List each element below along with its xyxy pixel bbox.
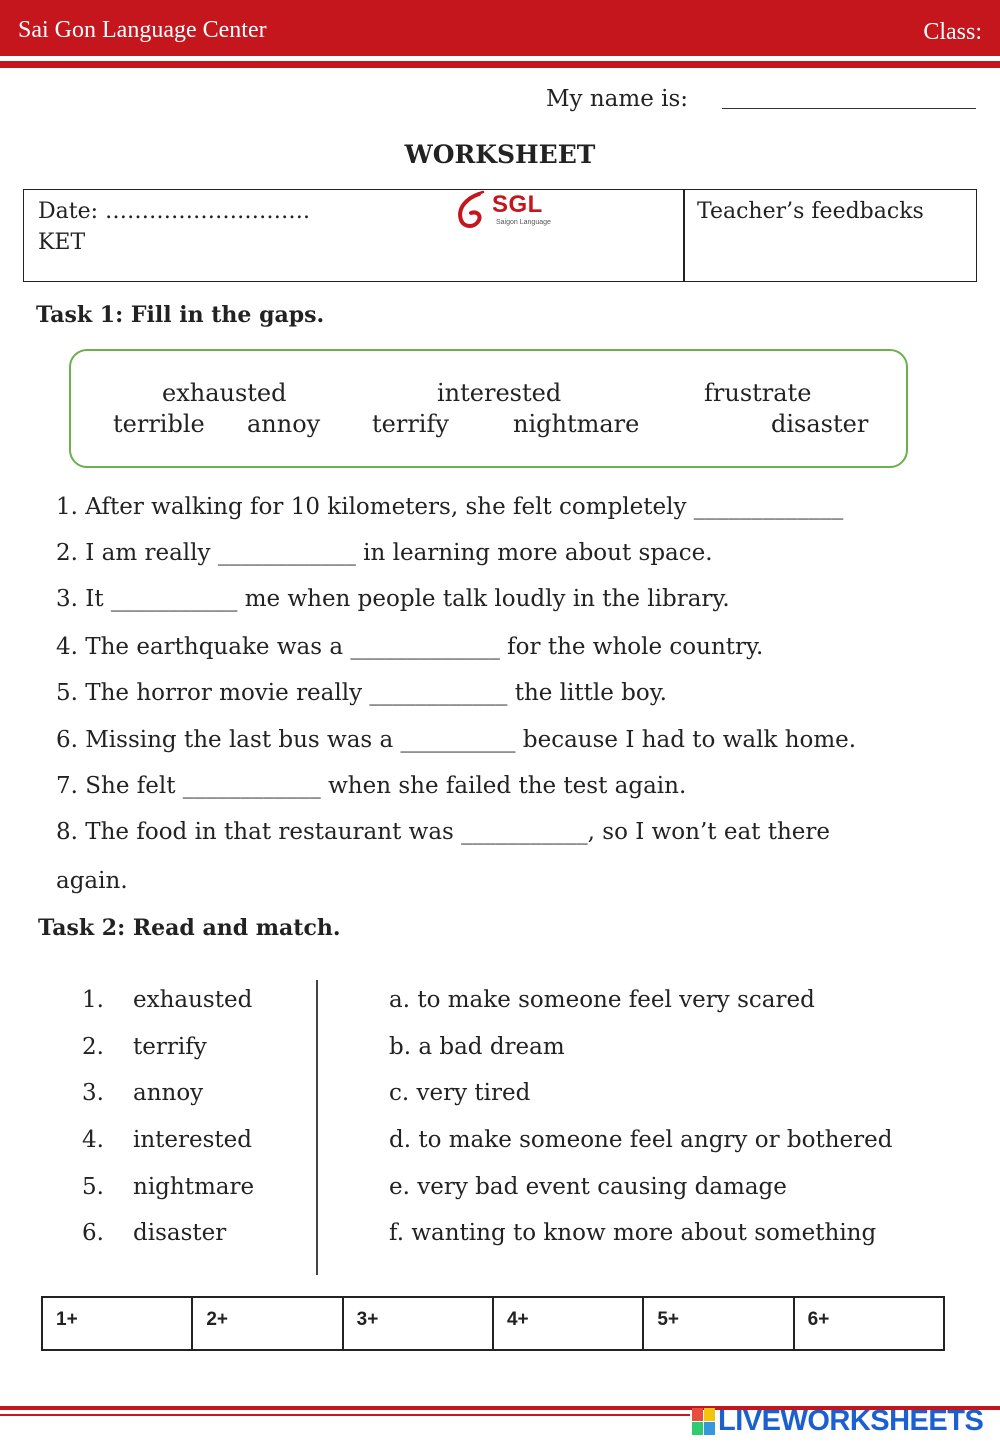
match-definition: f. wanting to know more about something [389,1220,877,1246]
header-underline [0,61,1000,68]
match-definition: d. to make someone feel angry or bothered [389,1127,893,1153]
name-label: My name is: [546,86,689,112]
word-bank-item: exhausted [162,379,287,407]
answer-cell[interactable]: 1+ [43,1298,193,1349]
match-number: 3. [82,1080,104,1106]
word-bank-item: disaster [771,410,869,438]
match-word: nightmare [133,1174,255,1200]
level-label: KET [38,230,86,255]
gap-sentence[interactable]: 4. The earthquake was a _____________ for the whole country. [56,634,764,660]
date-field: Date: ………………………. [38,199,311,224]
word-bank [69,349,908,468]
task1-title: Task 1: Fill in the gaps. [36,302,325,328]
name-input-line[interactable] [722,108,976,109]
match-number: 4. [82,1127,104,1153]
gap-sentence[interactable]: 8. The food in that restaurant was ___________, so I won’t eat there [56,819,830,845]
center-name: Sai Gon Language Center [18,17,267,43]
match-word: disaster [133,1220,227,1246]
word-bank-item: annoy [247,410,321,438]
word-bank-item: terrible [113,410,205,438]
gap-sentence[interactable]: 1. After walking for 10 kilometers, she felt completely _____________ [56,494,844,520]
liveworksheets-logo-icon [692,1408,716,1436]
gap-sentence-continued: again. [56,868,128,894]
gap-sentence[interactable]: 2. I am really ____________ in learning more about space. [56,540,713,566]
answer-cell[interactable]: 3+ [344,1298,494,1349]
gap-sentence[interactable]: 6. Missing the last bus was a __________ because I had to walk home. [56,727,857,753]
sgl-logo [453,190,563,232]
match-word: exhausted [133,987,253,1013]
answer-cell[interactable]: 6+ [807,1309,830,1330]
gap-sentence[interactable]: 5. The horror movie really ____________ the little boy. [56,680,667,706]
match-word: interested [133,1127,253,1153]
answer-cell[interactable]: 5+ [644,1298,794,1349]
gap-sentence[interactable]: 3. It ___________ me when people talk loudly in the library. [56,586,730,612]
logo-subtext: Saigon Language [496,219,551,226]
match-number: 2. [82,1034,104,1060]
word-bank-item: interested [437,379,562,407]
info-table-divider [683,189,685,282]
match-definition: a. to make someone feel very scared [389,987,815,1013]
match-divider [316,980,318,1275]
match-definition: b. a bad dream [389,1034,565,1060]
footer-line-thin [0,1414,690,1416]
teacher-feedback-label: Teacher’s feedbacks [697,199,924,224]
word-bank-item: nightmare [513,410,640,438]
match-number: 5. [82,1174,104,1200]
sgl-swoosh-icon [453,190,493,232]
brand-text: LIVEWORKSHEETS [718,1405,984,1437]
match-definition: e. very bad event causing damage [389,1174,787,1200]
match-word: terrify [133,1034,207,1060]
logo-text: SGL [492,191,543,218]
gap-sentence[interactable]: 7. She felt ____________ when she failed the test again. [56,773,687,799]
match-number: 1. [82,987,104,1013]
task2-title: Task 2: Read and match. [38,915,341,941]
answer-cell[interactable]: 2+ [193,1298,343,1349]
match-number: 6. [82,1220,104,1246]
worksheet-title: WORKSHEET [404,140,596,169]
class-label: Class: [923,19,982,45]
match-definition: c. very tired [389,1080,531,1106]
answer-cell[interactable]: 4+ [494,1298,644,1349]
word-bank-item: terrify [372,410,449,438]
match-word: annoy [133,1080,204,1106]
word-bank-item: frustrate [704,379,812,407]
liveworksheets-brand [692,1405,992,1441]
answer-table [41,1296,945,1351]
